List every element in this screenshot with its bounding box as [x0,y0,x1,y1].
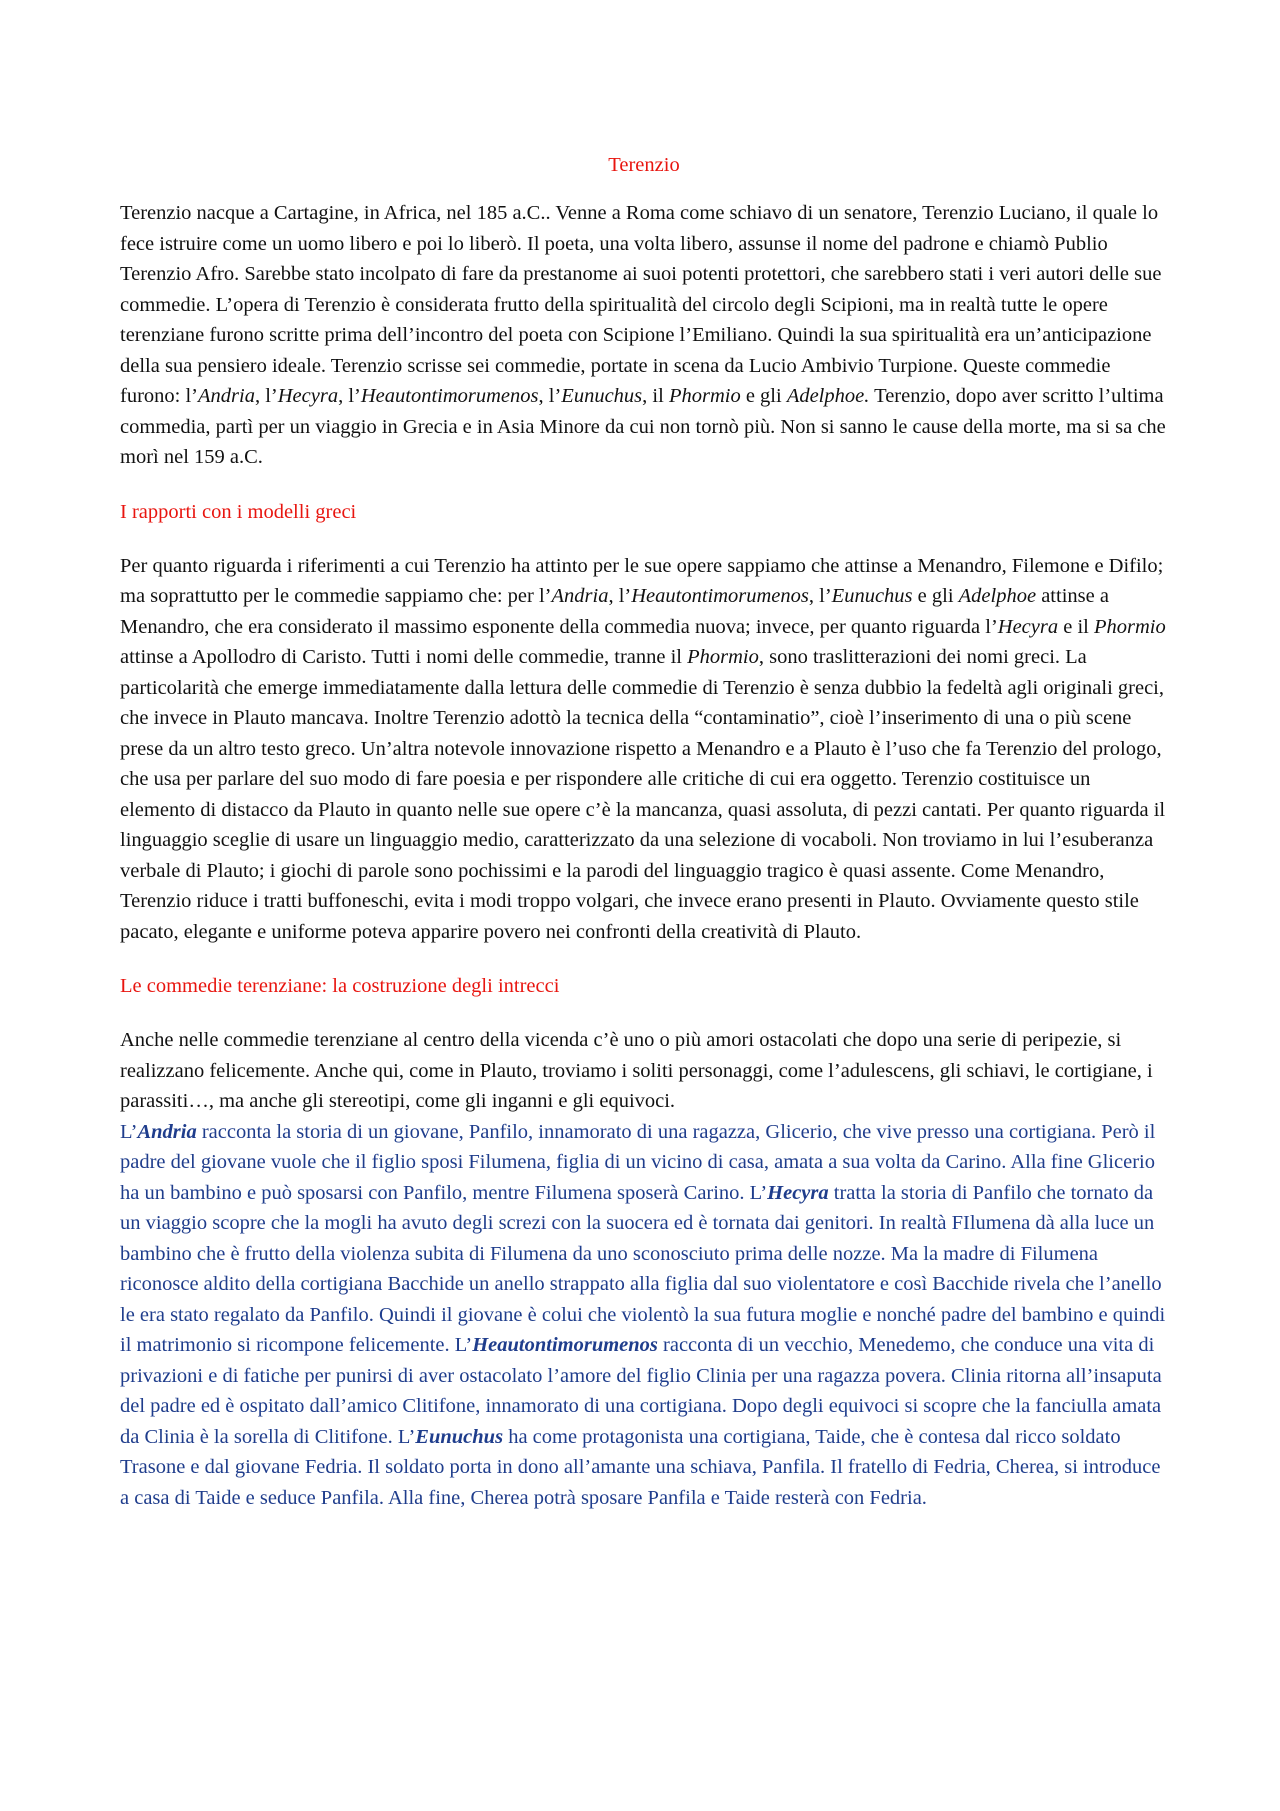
title-adelphoe: Adelphoe [958,585,1037,607]
title-andria: Andria [137,1120,197,1143]
text-run: attinse a Apollodro di Caristo. Tutti i nomi delle commedie, tranne il [120,646,688,668]
text-run: attinse a Menandro, che era considerato il massimo esponente della commedia nuova; invece, per quanto riguarda l’ [120,585,1109,638]
text-run: , sono traslitterazioni dei nomi greci. La particolarità che emerge immediatamente dalla lettura delle commedie di Terenzio è senza dubbio la fedeltà agli originali greci, che invece in Plauto mancava. Inoltre Terenzio adottò la tecnica della “contaminatio”, cioè l’inserimento di una o più scene prese da un altro testo greco. Un’altra notevole innovazione rispetto a Menandro e a Plauto è l’uso che fa Terenzio del prologo, che usa per parlare del suo modo di fare poesia e per rispondere alle critiche di cui era oggetto. Terenzio costituisce un elemento di distacco da Plauto in quanto nelle sue opere c’è la mancanza, quasi assoluta, di pezzi cantati. Per quanto riguarda il linguaggio sceglie di usare un linguaggio medio, caratterizzato da una selezione di vocaboli. Non troviamo in lui l’esuberanza verbale di Plauto; i giochi di parole sono pochissimi e la parodi del linguaggio tragico è quasi assente. Come Menandro, Terenzio riduce i tratti buffoneschi, evita i modi troppo volgari, che invece erano presenti in Plauto. Ovviamente questo stile pacato, elegante e uniforme poteva apparire povero nei confronti della creatività di Plauto. [120,646,1166,943]
title-andria: Andria [551,585,609,607]
title-heautontimorumenos: Heautontimorumenos [360,385,539,407]
text-run: tratta la storia di Panfilo che tornato da un viaggio scopre che la mogli ha avuto degli screzi con la suocera ed è tornata dai genitori. In realtà FIlumena dà alla luce un bambino che è frutto della violenza subita di Filumena da uno sconosciuto prima delle nozze. Ma la madre di Filumena riconosce aldito della cortigiana Bacchide un anello strappato alla figlia dal suo violentatore e così Bacchide rivela che l’anello le era stato regalato da Panfilo. Quindi il giovane è colui che violentò la sua futura moglie e nonché padre del bambino e quindi il matrimonio si ricompone felicemente. L’ [120,1181,1166,1356]
title-hecyra: Hecyra [997,615,1059,638]
text-run: Per quanto riguarda i riferimenti a cui Terenzio ha attinto per le sue opere sappiamo che attinse a Menandro, Filemone e Difilo; ma soprattutto per le commedie sappiamo che: per l’ [120,554,1164,607]
title-heautontimorumenos: Heautontimorumenos [631,585,809,607]
text-run: , l’ [338,385,361,407]
plots-summary-paragraph [120,1117,1168,1514]
text-run: , l’ [254,385,278,407]
section-heading-plots: Le commedie terenziane: la costruzione degli intrecci [120,975,560,997]
text-run: racconta la storia di un giovane, Panfilo, innamorato di una ragazza, Glicerio, che vive presso una cortigiana. Però il padre del giovane vuole che il figlio sposi Filumena, figlia di un vicino di casa, amata a sua volta da Carino. Alla fine Glicerio ha un bambino e può sposarsi con Panfilo, mentre Filumena sposerà Carino. L’ [120,1120,1156,1204]
title-eunuchus: Eunuchus [415,1425,504,1448]
title-eunuchus: Eunuchus [831,585,913,607]
title-hecyra: Hecyra [277,385,339,407]
title-hecyra: Hecyra [767,1181,829,1204]
title-adelphoe: Adelphoe. [786,385,870,407]
document-page [120,150,1168,1513]
text-run: , l’ [538,385,562,407]
title-eunuchus: Eunuchus [561,385,643,407]
text-run: , l’ [608,585,632,607]
title-phormio: Phormio [687,646,759,668]
text-run: Terenzio, dopo aver scritto l’ultima commedia, partì per un viaggio in Grecia e in Asia Minore da cui non tornò più. Non si sanno le cause della morte, ma si sa che morì nel 159 a.C. [120,385,1166,468]
text-run: e il [1058,615,1094,638]
text-run: e gli [740,385,787,407]
plots-intro-paragraph: Anche nelle commedie terenziane al centro della vicenda c’è uno o più amori ostacolati che dopo una serie di peripezie, si realizzano felicemente. Anche qui, come in Plauto, troviamo i soliti personaggi, come l’adulescens, gli schiavi, le cortigiane, i parassiti…, ma anche gli stereotipi, come gli inganni e gli equivoci. [120,1029,1153,1112]
text-run: , il [642,385,669,407]
text-run: ha come protagonista una cortigiana, Taide, che è contesa dal ricco soldato Trasone e dal giovane Fedria. Il soldato porta in dono all’amante una schiava, Panfila. Il fratello di Fedria, Cherea, si introduce a casa di Taide e seduce Panfila. Alla fine, Cherea potrà sposare Panfila e Taide resterà con Fedria. [120,1425,1161,1509]
section-heading-greek-models: I rapporti con i modelli greci [120,500,357,523]
text-run: e gli [912,585,959,607]
text-run: Terenzio nacque a Cartagine, in Africa, nel 185 a.C.. Venne a Roma come schiavo di un senatore, Terenzio Luciano, il quale lo fece istruire come un uomo libero e poi lo liberò. Il poeta, una volta libero, assunse il nome del padrone e chiamò Publio Terenzio Afro. Sarebbe stato incolpato di fare da prestanome ai suoi potenti protettori, che sarebbero stati i veri autori delle sue commedie. L’opera di Terenzio è considerata frutto della spiritualità del circolo degli Scipioni, ma in realtà tutte le opere terenziane furono scritte prima dell’incontro del poeta con Scipione l’Emiliano. Quindi la sua spiritualità era un’anticipazione della sua pensiero ideale. Terenzio scrisse sei commedie, portate in scena da Lucio Ambivio Turpione. Queste commedie furono: l’ [120,202,1162,407]
page-title: Terenzio [608,154,680,176]
title-phormio: Phormio [1094,615,1166,638]
text-run: , l’ [808,585,832,607]
biography-paragraph [120,198,1168,473]
greek-models-paragraph [120,551,1168,948]
title-phormio: Phormio [668,385,741,407]
text-run: racconta di un vecchio, Menedemo, che conduce una vita di privazioni e di fatiche per punirsi di aver ostacolato l’amore del figlio Clinia per una ragazza povera. Clinia ritorna all’insaputa del padre ed è ospitato dall’amico Clitifone, innamorato di una cortigiana. Dopo degli equivoci si scopre che la fanciulla amata da Clinia è la sorella di Clitifone. L’ [120,1334,1162,1448]
text-run: L’ [120,1120,138,1143]
title-andria: Andria [198,385,255,407]
title-heautontimorumenos: Heautontimorumenos [472,1334,658,1356]
